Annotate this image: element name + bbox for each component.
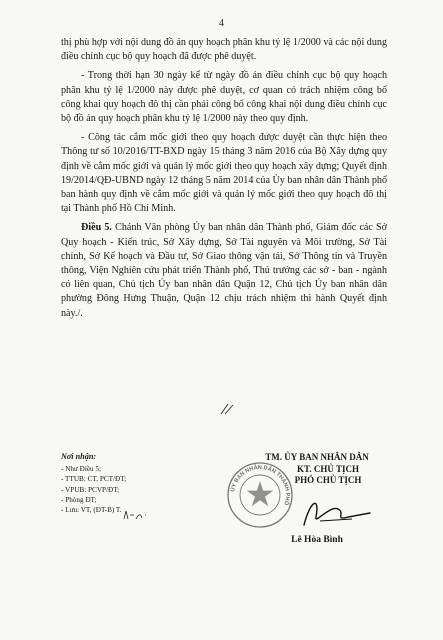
- signature-title-3: PHÓ CHỦ TỊCH: [294, 475, 362, 485]
- article-5-label: Điều 5.: [81, 222, 112, 234]
- initials-mark: [122, 509, 150, 521]
- recipient-item: - Phòng ĐT;: [61, 495, 97, 504]
- signature-block: [232, 452, 402, 487]
- paragraph-boundary-markers: - Công tác cắm mốc giới theo quy hoạch được duyệt cần thực hiện theo Thông tư số 10/2016/TT-BXD ngày 15 tháng 3 năm 2016 của Bộ Xây dựng quy định về cắm mốc giới và quản lý mốc giới theo quy hoạch xây dựng; Quyết định 19/2014/QĐ-UBND ngày 12 tháng 5 năm 2014 của Ủy ban nhân dân Thành phố ban hành quy định về cắm mốc giới và quản lý mốc giới theo quy hoạch đô thị tại Thành phố Hồ Chí Minh.: [61, 132, 387, 215]
- page-number: 4: [219, 18, 224, 29]
- svg-text:ỦY BAN NHÂN DÂN THÀNH PHỐ: ỦY BAN NHÂN DÂN THÀNH PHỐ: [230, 464, 291, 506]
- recipients-title: Nơi nhận:: [61, 452, 97, 461]
- paragraph-announcement-deadline: - Trong thời hạn 30 ngày kể từ ngày đồ án điều chỉnh cục bộ quy hoạch phân khu tỷ lệ 1/2000 này được phê duyệt, cơ quan có trách nhiệm công bố công khai quy hoạch đô thị cần phải công bố công khai nội dung điều chỉnh cục bộ đồ án quy hoạch phân khu tỷ lệ 1/2000 này theo quy định.: [61, 70, 387, 125]
- handwritten-mark: [219, 402, 237, 416]
- article-5-text: Chánh Văn phòng Ủy ban nhân dân Thành phố, Giám đốc các Sở Quy hoạch - Kiến trúc, Sở Xây dựng, Sở Tài nguyên và Môi trường, Sở Tài chính, Sở Kế hoạch và Đầu tư, Sở Giao thông vận tải, Sở Thông tin và Truyền thông, Viện Nghiên cứu phát triển Thành phố, Thủ trưởng các sở - ban - ngành có liên quan, Chủ tịch Ủy ban nhân dân Quận 12, Chủ tịch Ủy ban nhân dân phường Đông Hưng Thuận, Quận 12 chịu trách nhiệm thi hành Quyết định này./.: [61, 222, 387, 319]
- signature-title-1: TM. ỦY BAN NHÂN DÂN: [265, 452, 369, 462]
- recipients-block: [61, 452, 211, 515]
- recipient-item: - TTUB: CT, PCT/ĐT;: [61, 475, 127, 484]
- recipient-item: - Như Điều 5;: [61, 465, 102, 474]
- paragraph-continuation: thị phù hợp với nội dung đồ án quy hoạch phân khu tỷ lệ 1/2000 và các nội dung điều chỉnh cục bộ quy hoạch đã được phê duyệt.: [61, 37, 387, 63]
- signature-handwritten: [290, 491, 380, 529]
- recipient-item: - Lưu: VT, (ĐT-B) T.: [61, 506, 122, 515]
- document-body: [61, 36, 387, 321]
- signature-title-2: KT. CHỦ TỊCH: [297, 463, 359, 474]
- recipient-item: - VPUB: PCVP/ĐT;: [61, 485, 120, 494]
- signer-name: Lê Hòa Bình: [291, 535, 343, 545]
- article-5: [61, 221, 387, 320]
